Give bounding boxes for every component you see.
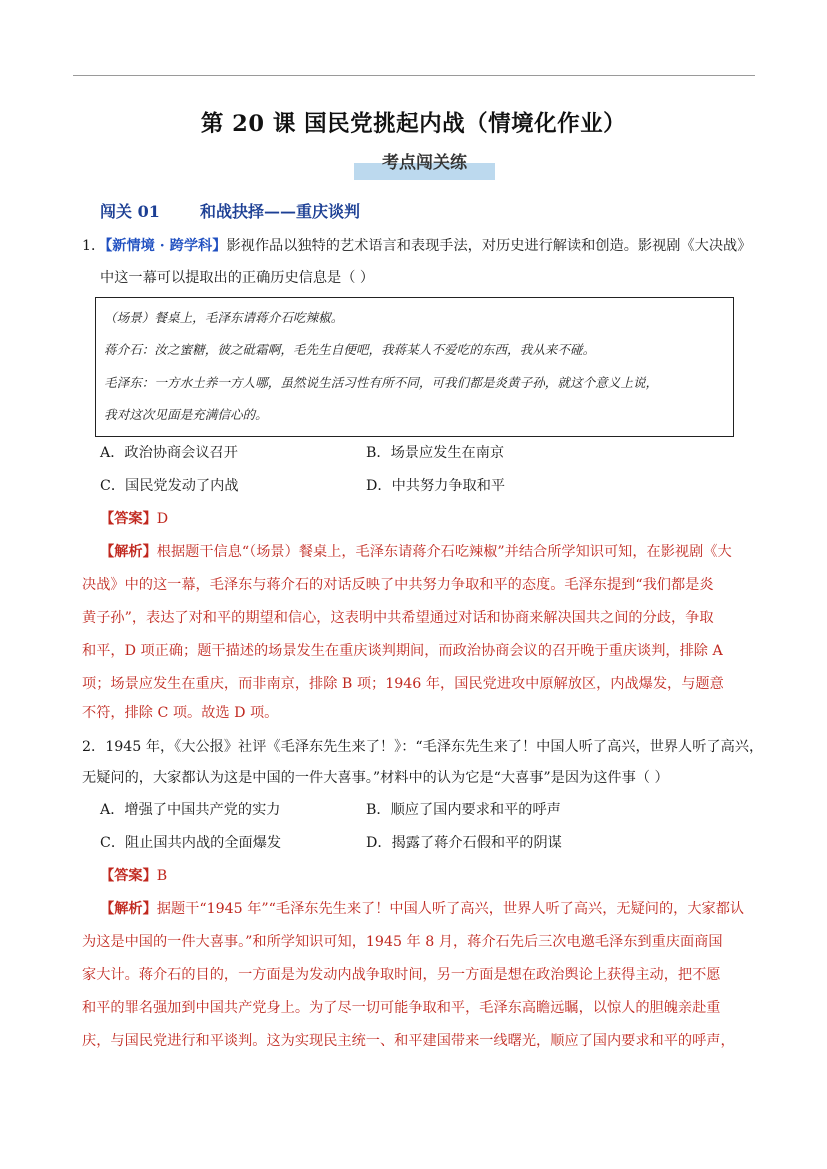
q1-option-d: D．中共努力争取和平 [366,478,506,494]
q2-analysis-line [100,899,744,919]
q2-analysis-line: 为这是中国的一件大喜事。”和所学知识可知，1945 年 8 月，蒋介石先后三次电邀毛泽东到重庆面商国 [82,934,723,950]
q1-answer-label: 【答案】 [100,511,157,527]
q2-answer-label: 【答案】 [100,868,157,884]
q1-analysis-line: 决战》中的这一幕，毛泽东与蒋介石的对话反映了中共努力争取和平的态度。毛泽东提到“我们都是炎 [82,577,714,593]
q1-answer-value: D [156,511,169,527]
q2-answer-value: B [156,868,168,884]
scene-line: 我对这次见面是充满信心的。 [104,407,268,422]
q2-analysis-text: 据题干“1945 年”“毛泽东先生来了！中国人听了高兴，世界人听了高兴，无疑问的，大家都认 [156,901,745,917]
q1-analysis-line: 黄子孙”，表达了对和平的期望和信心，这表明中共希望通过对话和协商来解决国共之间的分歧，争取 [82,610,714,626]
top-rule [73,75,755,76]
q2-answer [100,866,167,886]
q1-stem-line1 [82,236,751,256]
q1-answer [100,509,168,529]
q1-stem-line2: 中这一幕可以提取出的正确历史信息是（ ） [100,270,375,286]
q2-option-a: A．增强了中国共产党的实力 [100,802,281,818]
subtitle: 考点闯关练 [382,153,467,173]
q1-tag: 【新情境 · 跨学科】 [105,238,227,254]
scene-line: （场景）餐桌上，毛泽东请蒋介石吃辣椒。 [104,310,344,325]
q2-analysis-line: 和平的罪名强加到中国共产党身上。为了尽一切可能争取和平，毛泽东高瞻远瞩，以惊人的胆魄亲赴重 [82,1000,721,1016]
q2-number: 2． [82,739,106,755]
q1-analysis-line: 项；场景应发生在重庆，而非南京，排除 B 项；1946 年，国民党进攻中原解放区，内战爆发，与题意 [82,676,724,692]
q2-stem-line1 [82,737,763,757]
section-number: 闯关 01 [100,202,160,221]
q1-option-b: B．场景应发生在南京 [366,445,505,461]
q2-analysis-line: 家大计。蒋介石的目的，一方面是为发动内战争取时间，另一方面是想在政治舆论上获得主动，把不愿 [82,967,721,983]
q1-analysis-line: 和平，D 项正确；题干描述的场景发生在重庆谈判期间，而政治协商会议的召开晚于重庆谈判，排除 A [82,643,723,659]
q1-option-c: C．国民党发动了内战 [100,478,239,494]
q2-option-c: C．阻止国共内战的全面爆发 [100,835,282,851]
q2-analysis-label: 【解析】 [100,901,157,917]
q1-analysis-text: 根据题干信息“（场景）餐桌上，毛泽东请蒋介石吃辣椒”并结合所学知识可知，在影视剧《大 [156,544,732,560]
scene-line: 蒋介石：汝之蜜糖，彼之砒霜啊，毛先生自便吧，我蒋某人不爱吃的东西，我从来不碰。 [104,342,596,357]
q1-number: 1． [82,238,106,254]
q2-option-b: B．顺应了国内要求和平的呼声 [366,802,561,818]
q2-analysis-line: 庆，与国民党进行和平谈判。这为实现民主统一、和平建国带来一线曙光，顺应了国内要求和平的呼声， [82,1033,735,1049]
scene-line: 毛泽东：一方水土养一方人哪，虽然说生活习性有所不同，可我们都是炎黄子孙，就这个意义上说， [104,375,659,390]
section-heading [100,199,360,222]
q1-analysis-line: 不符，排除 C 项。故选 D 项。 [82,705,279,721]
section-title: 和战抉择——重庆谈判 [200,202,361,221]
q2-stem-line2: 无疑问的，大家都认为这是中国的一件大喜事。”材料中的认为它是“大喜事”是因为这件事（ ） [82,770,669,786]
q2-option-d: D．揭露了蒋介石假和平的阴谋 [366,835,562,851]
q1-stem-text: 影视作品以独特的艺术语言和表现手法，对历史进行解读和创造。影视剧《大决战》 [226,238,752,254]
q1-option-a: A．政治协商会议召开 [100,445,238,461]
subtitle-banner [354,146,495,181]
q1-analysis-line [100,542,732,562]
q2-stem-text: 1945 年，《大公报》社评《毛泽东先生来了！》：“毛泽东先生来了！中国人听了高兴，世界人听了高兴， [105,739,764,755]
page-title: 第 20 课 国民党挑起内战（情境化作业） [200,111,627,137]
q1-analysis-label: 【解析】 [100,544,157,560]
